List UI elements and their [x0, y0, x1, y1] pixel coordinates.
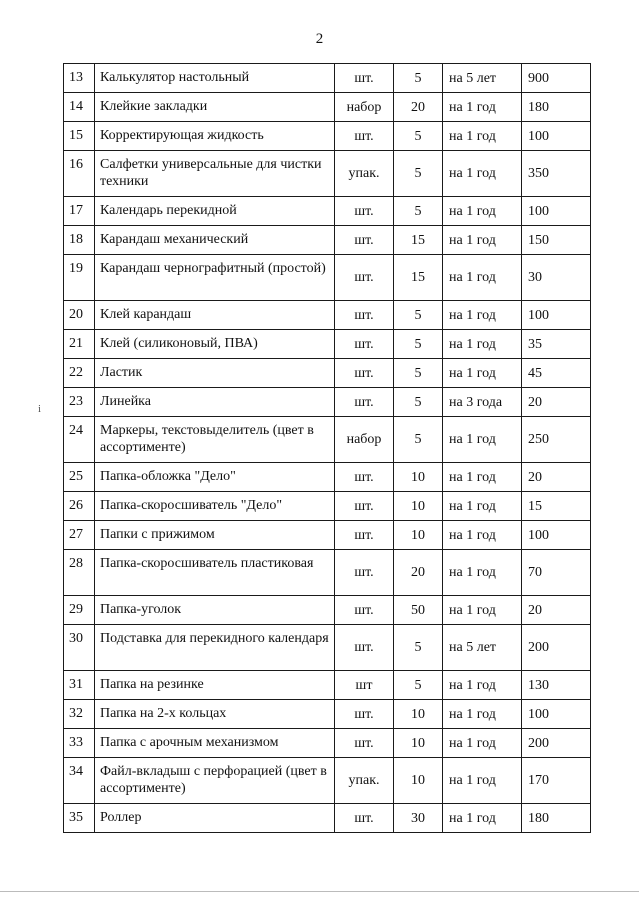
item-name-cell: Карандаш механический [95, 226, 335, 255]
unit-cell: шт. [335, 122, 394, 151]
table-row [64, 625, 591, 671]
usage-term-cell: на 1 год [443, 804, 522, 833]
quantity-cell: 5 [394, 625, 443, 671]
row-number-cell: 19 [64, 255, 95, 301]
quantity-cell: 5 [394, 122, 443, 151]
price-cell: 70 [522, 550, 591, 596]
usage-term-cell: на 1 год [443, 417, 522, 463]
price-cell: 200 [522, 729, 591, 758]
unit-cell: шт. [335, 301, 394, 330]
table-row [64, 359, 591, 388]
usage-term-cell: на 1 год [443, 151, 522, 197]
row-number-cell: 27 [64, 521, 95, 550]
table-row [64, 122, 591, 151]
item-name-cell: Клейкие закладки [95, 93, 335, 122]
unit-cell: шт. [335, 521, 394, 550]
item-name-cell: Роллер [95, 804, 335, 833]
row-number-cell: 14 [64, 93, 95, 122]
quantity-cell: 15 [394, 255, 443, 301]
usage-term-cell: на 1 год [443, 492, 522, 521]
usage-term-cell: на 1 год [443, 359, 522, 388]
quantity-cell: 5 [394, 671, 443, 700]
row-number-cell: 35 [64, 804, 95, 833]
price-cell: 30 [522, 255, 591, 301]
quantity-cell: 50 [394, 596, 443, 625]
item-name-cell: Папка на резинке [95, 671, 335, 700]
price-cell: 20 [522, 388, 591, 417]
usage-term-cell: на 1 год [443, 729, 522, 758]
row-number-cell: 17 [64, 197, 95, 226]
table-body [64, 64, 591, 833]
table-row [64, 596, 591, 625]
unit-cell: шт. [335, 388, 394, 417]
price-cell: 150 [522, 226, 591, 255]
unit-cell: шт. [335, 596, 394, 625]
row-number-cell: 18 [64, 226, 95, 255]
usage-term-cell: на 1 год [443, 226, 522, 255]
row-number-cell: 34 [64, 758, 95, 804]
quantity-cell: 5 [394, 388, 443, 417]
table-row [64, 417, 591, 463]
table-row [64, 550, 591, 596]
unit-cell: шт. [335, 550, 394, 596]
unit-cell: шт [335, 671, 394, 700]
bottom-divider [0, 891, 639, 892]
usage-term-cell: на 1 год [443, 330, 522, 359]
row-number-cell: 22 [64, 359, 95, 388]
table-row [64, 758, 591, 804]
item-name-cell: Клей (силиконовый, ПВА) [95, 330, 335, 359]
table-row [64, 330, 591, 359]
table-row [64, 729, 591, 758]
quantity-cell: 5 [394, 64, 443, 93]
price-cell: 180 [522, 804, 591, 833]
row-number-cell: 30 [64, 625, 95, 671]
price-cell: 35 [522, 330, 591, 359]
row-number-cell: 13 [64, 64, 95, 93]
item-name-cell: Папки с прижимом [95, 521, 335, 550]
supplies-table [63, 63, 591, 833]
usage-term-cell: на 1 год [443, 550, 522, 596]
price-cell: 20 [522, 463, 591, 492]
item-name-cell: Папка-обложка "Дело" [95, 463, 335, 492]
quantity-cell: 30 [394, 804, 443, 833]
item-name-cell: Калькулятор настольный [95, 64, 335, 93]
price-cell: 100 [522, 521, 591, 550]
row-number-cell: 28 [64, 550, 95, 596]
row-number-cell: 29 [64, 596, 95, 625]
usage-term-cell: на 1 год [443, 700, 522, 729]
unit-cell: набор [335, 93, 394, 122]
unit-cell: упак. [335, 151, 394, 197]
item-name-cell: Папка-скоросшиватель "Дело" [95, 492, 335, 521]
price-cell: 170 [522, 758, 591, 804]
table-row [64, 804, 591, 833]
row-number-cell: 24 [64, 417, 95, 463]
quantity-cell: 5 [394, 301, 443, 330]
unit-cell: шт. [335, 197, 394, 226]
quantity-cell: 20 [394, 93, 443, 122]
row-number-cell: 23 [64, 388, 95, 417]
unit-cell: шт. [335, 804, 394, 833]
quantity-cell: 10 [394, 521, 443, 550]
quantity-cell: 5 [394, 197, 443, 226]
table-row [64, 301, 591, 330]
row-number-cell: 16 [64, 151, 95, 197]
price-cell: 180 [522, 93, 591, 122]
row-number-cell: 26 [64, 492, 95, 521]
unit-cell: шт. [335, 359, 394, 388]
price-cell: 100 [522, 122, 591, 151]
item-name-cell: Карандаш чернографитный (простой) [95, 255, 335, 301]
usage-term-cell: на 3 года [443, 388, 522, 417]
quantity-cell: 15 [394, 226, 443, 255]
price-cell: 350 [522, 151, 591, 197]
item-name-cell: Подставка для перекидного календаря [95, 625, 335, 671]
usage-term-cell: на 1 год [443, 596, 522, 625]
item-name-cell: Календарь перекидной [95, 197, 335, 226]
table-row [64, 388, 591, 417]
price-cell: 20 [522, 596, 591, 625]
table-row [64, 255, 591, 301]
item-name-cell: Клей карандаш [95, 301, 335, 330]
quantity-cell: 5 [394, 330, 443, 359]
quantity-cell: 5 [394, 151, 443, 197]
price-cell: 100 [522, 700, 591, 729]
item-name-cell: Папка-уголок [95, 596, 335, 625]
table-row [64, 64, 591, 93]
unit-cell: шт. [335, 463, 394, 492]
page-number: 2 [315, 31, 324, 47]
usage-term-cell: на 1 год [443, 255, 522, 301]
row-number-cell: 15 [64, 122, 95, 151]
table-row [64, 197, 591, 226]
item-name-cell: Ластик [95, 359, 335, 388]
quantity-cell: 10 [394, 492, 443, 521]
unit-cell: шт. [335, 729, 394, 758]
unit-cell: упак. [335, 758, 394, 804]
table-row [64, 226, 591, 255]
unit-cell: шт. [335, 492, 394, 521]
price-cell: 100 [522, 197, 591, 226]
quantity-cell: 5 [394, 359, 443, 388]
item-name-cell: Папка с арочным механизмом [95, 729, 335, 758]
usage-term-cell: на 1 год [443, 671, 522, 700]
unit-cell: шт. [335, 64, 394, 93]
row-number-cell: 32 [64, 700, 95, 729]
table-row [64, 700, 591, 729]
item-name-cell: Папка на 2-х кольцах [95, 700, 335, 729]
usage-term-cell: на 1 год [443, 122, 522, 151]
item-name-cell: Файл-вкладыш с перфорацией (цвет в ассортименте) [95, 758, 335, 804]
row-number-cell: 21 [64, 330, 95, 359]
unit-cell: набор [335, 417, 394, 463]
usage-term-cell: на 1 год [443, 758, 522, 804]
item-name-cell: Папка-скоросшиватель пластиковая [95, 550, 335, 596]
table-row [64, 151, 591, 197]
usage-term-cell: на 5 лет [443, 64, 522, 93]
unit-cell: шт. [335, 255, 394, 301]
price-cell: 200 [522, 625, 591, 671]
usage-term-cell: на 1 год [443, 93, 522, 122]
unit-cell: шт. [335, 700, 394, 729]
quantity-cell: 10 [394, 463, 443, 492]
unit-cell: шт. [335, 330, 394, 359]
price-cell: 45 [522, 359, 591, 388]
quantity-cell: 10 [394, 700, 443, 729]
usage-term-cell: на 1 год [443, 521, 522, 550]
price-cell: 900 [522, 64, 591, 93]
row-number-cell: 25 [64, 463, 95, 492]
item-name-cell: Корректирующая жидкость [95, 122, 335, 151]
usage-term-cell: на 1 год [443, 463, 522, 492]
unit-cell: шт. [335, 226, 394, 255]
row-number-cell: 33 [64, 729, 95, 758]
item-name-cell: Салфетки универсальные для чистки техники [95, 151, 335, 197]
usage-term-cell: на 1 год [443, 301, 522, 330]
item-name-cell: Линейка [95, 388, 335, 417]
quantity-cell: 10 [394, 729, 443, 758]
price-cell: 250 [522, 417, 591, 463]
table-row [64, 463, 591, 492]
price-cell: 15 [522, 492, 591, 521]
usage-term-cell: на 1 год [443, 197, 522, 226]
table-row [64, 93, 591, 122]
quantity-cell: 20 [394, 550, 443, 596]
table-row [64, 492, 591, 521]
item-name-cell: Маркеры, текстовыделитель (цвет в ассортименте) [95, 417, 335, 463]
price-cell: 100 [522, 301, 591, 330]
usage-term-cell: на 5 лет [443, 625, 522, 671]
table-row [64, 671, 591, 700]
row-number-cell: 20 [64, 301, 95, 330]
table-row [64, 521, 591, 550]
row-number-cell: 31 [64, 671, 95, 700]
quantity-cell: 10 [394, 758, 443, 804]
price-cell: 130 [522, 671, 591, 700]
unit-cell: шт. [335, 625, 394, 671]
quantity-cell: 5 [394, 417, 443, 463]
stray-mark: i [38, 403, 42, 415]
